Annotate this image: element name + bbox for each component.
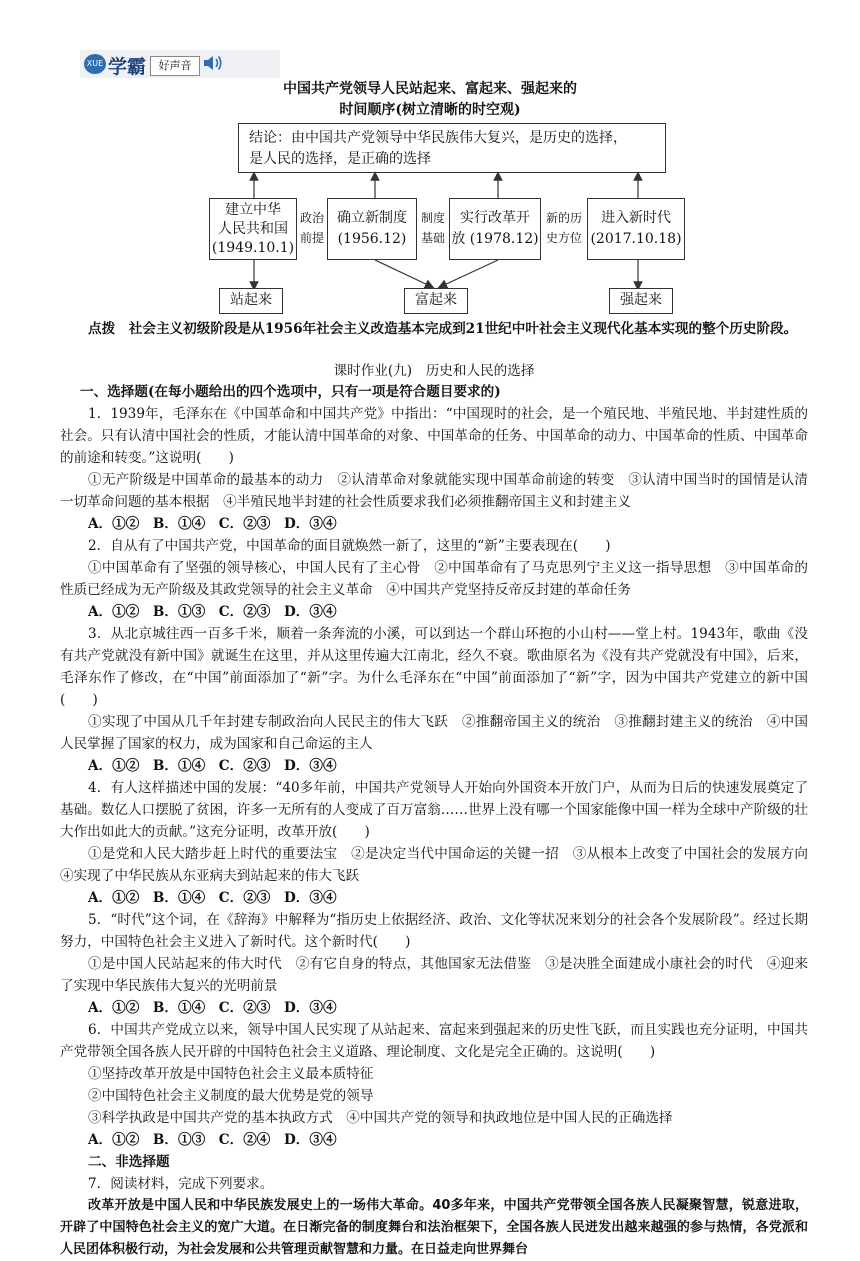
connector-label-3: [541, 208, 587, 248]
question-5-stem: 5．“时代”这个词，在《辞海》中解释为“指历史上依据经济、政治、文化等状况来划分的社会各个发展阶段”。经过长期努力，中国特色社会主义进入了新时代。这个新时代( ): [60, 912, 808, 950]
question-5-options: ①是中国人民站起来的伟大时代 ②有它自身的特点，其他国家无法借鉴 ③是决胜全面建成小康社会的时代 ④迎来了实现中华民族伟大复兴的光明前景: [60, 956, 808, 994]
question-6-choices: A．①② B．①③ C．②④ D．③④: [88, 1132, 337, 1148]
event-date: 放 (1978.12): [451, 231, 539, 247]
audio-button[interactable]: 好声音: [150, 56, 200, 76]
event-text: 人民共和国: [218, 221, 288, 237]
event-text: 建立中华: [225, 202, 281, 218]
question-2-stem: 2．自从有了中国共产党，中国革命的面目就焕然一新了，这里的“新”主要表现在( ): [88, 538, 611, 554]
question-1-choices: A．①② B．①④ C．②③ D．③④: [88, 516, 337, 532]
event-text: 确立新制度: [337, 210, 407, 226]
event-date: (2017.10.18): [590, 231, 682, 247]
diagram-arrows: [0, 0, 860, 330]
event-box-2017: [587, 198, 685, 260]
homework-title: 课时作业(九) 历史和人民的选择: [333, 363, 535, 379]
connector-label-2: [417, 208, 449, 248]
conclusion-line2: 是人民的选择，是正确的选择: [249, 151, 431, 167]
result-stand-up: 站起来: [219, 288, 283, 314]
question-4-stem: 4．有人这样描述中国的发展：“40多年前，中国共产党领导人开始向外国资本开放门户，从而为日后的快速发展奠定了基础。数亿人口摆脱了贫困，许多一无所有的人变成了百万富翁……世界上没有哪一个国家能像中国一样为全球中产阶级的壮大作出如此大的贡献。”这充分证明，改革开放( ): [60, 780, 808, 840]
event-box-1949: [209, 198, 297, 260]
conclusion-line1: 结论：由中国共产党领导中华民族伟大复兴，是历史的选择，: [249, 130, 627, 146]
question-6-option-3: ③科学执政是中国共产党的基本执政方式 ④中国共产党的领导和执政地位是中国人民的正确选择: [88, 1110, 673, 1126]
connector-text: 前提: [299, 231, 324, 245]
question-2-options: ①中国革命有了坚强的领导核心，中国人民有了主心骨 ②中国革命有了马克思列宁主义这一指导思想 ③中国革命的性质已经成为无产阶级及其政党领导的社会主义革命 ④中国共产党坚持反帝反封建的革命任务: [60, 560, 808, 598]
event-box-1956: [327, 198, 417, 260]
event-date: (1956.12): [337, 231, 407, 247]
note-label: 点拨: [88, 321, 116, 337]
question-4-choices: A．①② B．①④ C．②③ D．③④: [88, 890, 337, 906]
question-4-options: ①是党和人民大踏步赶上时代的重要法宝 ②是决定当代中国命运的关键一招 ③从根本上改变了中国社会的发展方向 ④实现了中华民族从东亚病夫到站起来的伟大飞跃: [60, 846, 822, 884]
logo-mark: XUE: [84, 54, 106, 74]
event-box-1978: [449, 198, 541, 260]
question-1-stem: 1．1939年，毛泽东在《中国革命和中国共产党》中指出：“中国现时的社会，是一个殖民地、半殖民地、半封建性质的社会。只有认清中国社会的性质，才能认清中国革命的对象、中国革命的任务、中国革命的动力、中国革命的性质、中国革命的前途和转变。”这说明( ): [60, 406, 808, 466]
question-list: [60, 403, 822, 1261]
connector-text: 制度: [420, 211, 445, 225]
event-text: 实行改革开: [460, 210, 530, 226]
section2-title: 二、非选择题: [88, 1154, 170, 1170]
note-text: 社会主义初级阶段是从1956年社会主义改造基本完成到21世纪中叶社会主义现代化基本实现的整个历史阶段。: [128, 321, 798, 337]
diagram-title-line1: 中国共产党领导人民站起来、富起来、强起来的: [283, 81, 577, 97]
section1-title: 一、选择题(在每小题给出的四个选项中，只有一项是符合题目要求的): [80, 384, 501, 400]
question-7-stem: 7．阅读材料，完成下列要求。: [88, 1176, 274, 1192]
event-date: (1949.10.1): [211, 240, 295, 256]
event-text: 进入新时代: [601, 210, 671, 226]
result-rich: 富起来: [404, 288, 468, 314]
question-3-choices: A．①② B．①④ C．②③ D．③④: [88, 758, 337, 774]
logo-text: 学霸: [108, 56, 147, 78]
connector-text: 史方位: [545, 231, 582, 245]
question-5-choices: A．①② B．①④ C．②③ D．③④: [88, 1000, 337, 1016]
question-6-option-2: ②中国特色社会主义制度的最大优势是党的领导: [88, 1088, 374, 1104]
question-6-stem: 6．中国共产党成立以来，领导中国人民实现了从站起来、富起来到强起来的历史性飞跃，而且实践也充分证明，中国共产党带领全国各族人民开辟的中国特色社会主义道路、理论制度、文化是完全正确的。这说明( ): [60, 1022, 808, 1060]
question-1-options: ①无产阶级是中国革命的最基本的动力 ②认清革命对象就能实现中国革命前途的转变 ③认清中国当时的国情是认清一切革命问题的基本根据 ④半殖民地半封建的社会性质要求我们必须推翻帝国主义和封建主义: [60, 472, 808, 510]
note-paragraph: [60, 318, 808, 340]
question-7-material: 改革开放是中国人民和中华民族发展史上的一场伟大革命。40多年来，中国共产党带领全国各族人民凝聚智慧，锐意进取，开辟了中国特色社会主义的宽广大道。在日渐完备的制度舞台和法治框架下，全国各族人民迸发出越来越强的参与热情，各党派和人民团体积极行动，为社会发展和公共管理贡献智慧和力量。在日益走向世界舞台: [60, 1198, 808, 1257]
result-strong: 强起来: [609, 288, 673, 314]
question-3-stem: 3．从北京城往西一百多千米，顺着一条奔流的小溪，可以到达一个群山环抱的小山村——堂上村。1943年，歌曲《没有共产党就没有新中国》就诞生在这里，并从这里传遍大江南北，经久不衰。歌曲原名为《没有共产党就没有中国》，后来，毛泽东作了修改，在“中国”前面添加了“新”字。为什么毛泽东在“中国”前面添加了“新”字，因为中国共产党建立的新中国( ): [60, 626, 808, 708]
question-3-options: ①实现了中国从几千年封建专制政治向人民民主的伟大飞跃 ②推翻帝国主义的统治 ③推翻封建主义的统治 ④中国人民掌握了国家的权力，成为国家和自己命运的主人: [60, 714, 808, 752]
connector-text: 政治: [299, 211, 324, 225]
connector-label-1: [297, 208, 327, 248]
question-6-option-1: ①坚持改革开放是中国特色社会主义最本质特征: [88, 1066, 374, 1082]
diagram-title-line2: 时间顺序(树立清晰的时空观): [339, 102, 521, 118]
connector-text: 新的历: [545, 211, 582, 225]
question-2-choices: A．①② B．①③ C．②③ D．③④: [88, 604, 337, 620]
connector-text: 基础: [420, 231, 445, 245]
